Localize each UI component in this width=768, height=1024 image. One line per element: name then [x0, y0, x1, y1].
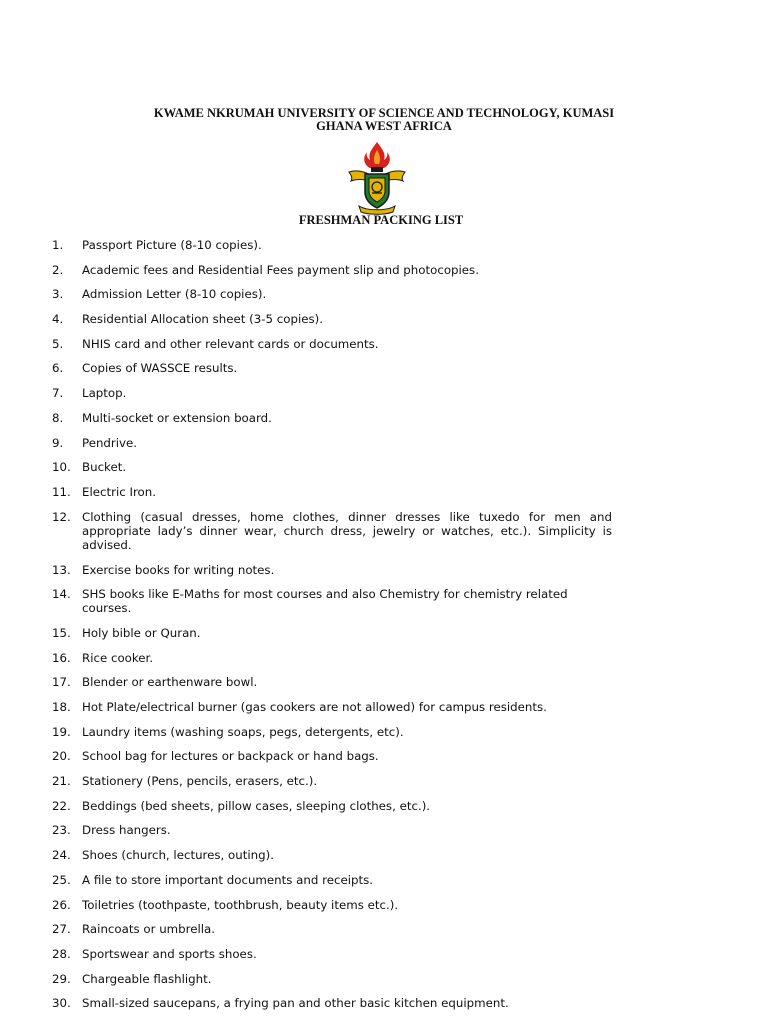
list-item — [52, 675, 612, 689]
list-item — [52, 287, 612, 301]
list-item — [52, 873, 612, 887]
list-item — [52, 587, 612, 615]
list-item — [52, 848, 612, 862]
university-crest-icon — [341, 140, 413, 216]
list-item-number: 24. — [52, 848, 71, 863]
list-item — [52, 626, 612, 640]
list-item — [52, 947, 612, 961]
list-item-text: Chargeable flashlight. — [82, 971, 212, 986]
list-item-number: 23. — [52, 823, 71, 838]
list-item-text: Rice cooker. — [82, 650, 154, 665]
list-item-number: 21. — [52, 774, 71, 789]
list-item-text: Shoes (church, lectures, outing). — [82, 848, 274, 863]
list-item — [52, 749, 612, 763]
list-item-number: 29. — [52, 971, 71, 986]
list-item — [52, 411, 612, 425]
list-item-number: 1. — [52, 238, 64, 252]
list-item-text: Dress hangers. — [82, 823, 171, 838]
university-name: KWAME NKRUMAH UNIVERSITY OF SCIENCE AND TECHNOLOGY, KUMASI — [153, 106, 615, 120]
packing-list — [52, 238, 612, 1021]
list-item-text: Sportswear and sports shoes. — [82, 946, 257, 961]
list-item — [52, 460, 612, 474]
list-item-text: A file to store important documents and receipts. — [82, 872, 373, 887]
list-item — [52, 898, 612, 912]
list-item-number: 4. — [52, 312, 64, 327]
list-item — [52, 238, 612, 252]
list-item-text: Academic fees and Residential Fees payment slip and photocopies. — [82, 262, 479, 277]
list-item-text: Small-sized saucepans, a frying pan and other basic kitchen equipment. — [82, 996, 509, 1011]
list-item-text: Clothing (casual dresses, home clothes, dinner dresses like tuxedo for men and appropriate lady’s dinner wear, church dress, jewelry or watches, etc.). Simplicity is advised. — [82, 509, 612, 552]
list-item-number: 3. — [52, 287, 64, 302]
list-item — [52, 700, 612, 714]
list-item-text: Raincoats or umbrella. — [82, 922, 216, 937]
list-item-text: NHIS card and other relevant cards or documents. — [82, 336, 379, 351]
list-item — [52, 361, 612, 375]
list-item-number: 10. — [52, 460, 71, 475]
list-item — [52, 563, 612, 577]
list-item-text: Admission Letter (8-10 copies). — [82, 287, 267, 302]
list-item-text: Holy bible or Quran. — [82, 625, 201, 640]
list-item — [52, 510, 612, 552]
list-item — [52, 337, 612, 351]
list-item-number: 13. — [52, 562, 71, 577]
list-item-text: Bucket. — [82, 460, 127, 475]
list-item — [52, 263, 612, 277]
document-header — [0, 107, 768, 133]
list-item-number: 18. — [52, 700, 71, 714]
list-item-number: 15. — [52, 625, 71, 640]
list-item — [52, 312, 612, 326]
list-item — [52, 922, 612, 936]
list-item-text: Blender or earthenware bowl. — [82, 675, 258, 690]
list-item-text: Electric Iron. — [82, 484, 156, 499]
list-item-text: Exercise books for writing notes. — [82, 562, 275, 577]
list-item — [52, 436, 612, 450]
list-item-number: 26. — [52, 897, 71, 912]
list-item-number: 16. — [52, 650, 71, 665]
list-item — [52, 972, 612, 986]
university-location: GHANA WEST AFRICA — [316, 119, 452, 133]
list-item — [52, 485, 612, 499]
list-item-number: 5. — [52, 336, 64, 351]
list-item-number: 25. — [52, 872, 71, 887]
list-item-number: 22. — [52, 798, 71, 813]
list-item-number: 27. — [52, 922, 71, 937]
list-item-number: 20. — [52, 749, 71, 764]
list-item — [52, 774, 612, 788]
list-item — [52, 996, 612, 1010]
list-item-text: School bag for lectures or backpack or hand bags. — [82, 749, 379, 764]
list-item-text: Multi-socket or extension board. — [82, 410, 272, 425]
list-item-number: 19. — [52, 724, 71, 739]
list-item-number: 7. — [52, 386, 64, 401]
list-item-number: 30. — [52, 996, 71, 1011]
list-item-number: 12. — [52, 509, 71, 524]
list-item-text: Copies of WASSCE results. — [82, 361, 238, 376]
list-item-number: 17. — [52, 675, 71, 690]
list-item-text: Stationery (Pens, pencils, erasers, etc.). — [82, 774, 318, 789]
list-item-text: Residential Allocation sheet (3-5 copies). — [82, 312, 323, 327]
list-item — [52, 386, 612, 400]
list-item-text: Laundry items (washing soaps, pegs, detergents, etc). — [82, 724, 404, 739]
list-item-number: 11. — [52, 484, 71, 499]
list-item-number: 6. — [52, 361, 64, 376]
list-title: FRESHMAN PACKING LIST — [298, 213, 464, 227]
list-item-number: 14. — [52, 587, 71, 602]
list-item — [52, 823, 612, 837]
list-item-text: Beddings (bed sheets, pillow cases, sleeping clothes, etc.). — [82, 798, 431, 813]
list-item-number: 2. — [52, 262, 64, 277]
list-item-number: 9. — [52, 435, 64, 450]
list-item — [52, 651, 612, 665]
list-item-text: Passport Picture (8-10 copies). — [82, 238, 262, 252]
list-item-number: 28. — [52, 946, 71, 961]
list-item — [52, 725, 612, 739]
list-item-text: Hot Plate/electrical burner (gas cookers are not allowed) for campus residents. — [82, 700, 547, 714]
list-item-text: Toiletries (toothpaste, toothbrush, beauty items etc.). — [82, 897, 399, 912]
list-item-text: Laptop. — [82, 386, 127, 401]
list-item — [52, 799, 612, 813]
list-item-number: 8. — [52, 410, 64, 425]
list-item-text: SHS books like E-Maths for most courses and also Chemistry for chemistry related courses. — [82, 587, 568, 616]
list-item-text: Pendrive. — [82, 435, 138, 450]
